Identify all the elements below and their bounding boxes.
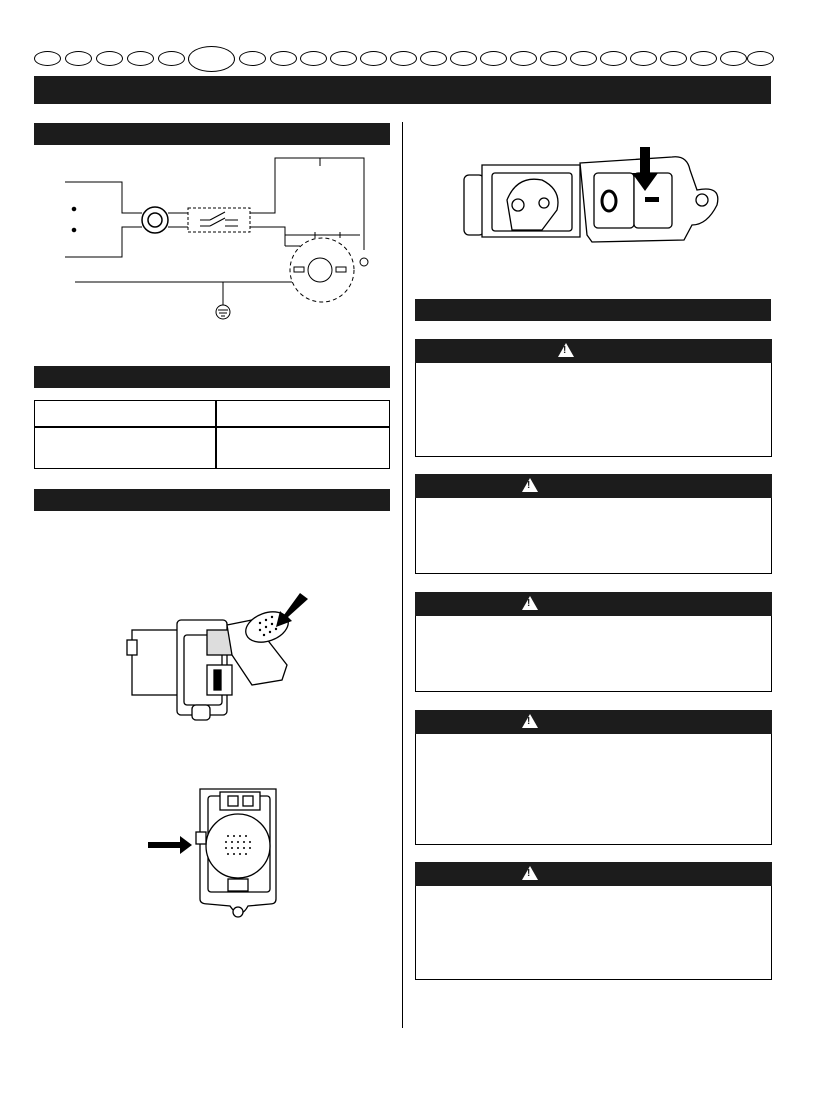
switch-cover-open-illustration: [122, 585, 312, 725]
section-header-operation: [34, 489, 390, 511]
language-tab[interactable]: [630, 51, 657, 66]
warning-header: [415, 592, 772, 616]
warning-box: [415, 862, 772, 980]
language-tabs: [34, 46, 774, 76]
specifications-table: [34, 400, 390, 469]
section-header-wiring: [34, 123, 390, 145]
language-tab[interactable]: [570, 51, 597, 66]
warning-triangle-icon: [522, 714, 538, 728]
switch-on-illustration: [462, 145, 727, 250]
wiring-diagram: [60, 150, 380, 330]
table-row-divider: [35, 426, 389, 428]
warning-triangle-icon: [522, 596, 538, 610]
language-tab[interactable]: [65, 51, 92, 66]
language-tab[interactable]: [660, 51, 687, 66]
language-tab[interactable]: [540, 51, 567, 66]
warning-triangle-icon: [522, 478, 538, 492]
arrow-icon: [276, 593, 308, 627]
warning-box: [415, 592, 772, 692]
language-tab[interactable]: [510, 51, 537, 66]
language-tab[interactable]: [330, 51, 357, 66]
language-tab[interactable]: [450, 51, 477, 66]
warning-header: [415, 710, 772, 734]
warning-header: [415, 339, 772, 363]
language-tab[interactable]: [480, 51, 507, 66]
page-title-bar: [34, 76, 771, 104]
arrow-icon: [148, 836, 192, 854]
table-column-divider: [215, 401, 217, 468]
language-tab[interactable]: [239, 51, 266, 66]
section-header-specifications: [34, 366, 390, 388]
language-tab[interactable]: [300, 51, 327, 66]
section-header-safety: [415, 299, 771, 321]
warning-box: [415, 339, 772, 457]
switch-cover-closed-illustration: [148, 784, 288, 924]
warning-triangle-icon: [558, 343, 574, 357]
language-tab[interactable]: [420, 51, 447, 66]
language-tab[interactable]: [390, 51, 417, 66]
language-tab[interactable]: [360, 51, 387, 66]
warning-header: [415, 474, 772, 498]
warning-box: [415, 474, 772, 574]
warning-box: [415, 710, 772, 845]
language-tab[interactable]: [690, 51, 717, 66]
language-tab-active[interactable]: [188, 46, 235, 72]
warning-triangle-icon: [522, 866, 538, 880]
language-tab[interactable]: [96, 51, 123, 66]
language-tab[interactable]: [720, 51, 747, 66]
language-tab[interactable]: [270, 51, 297, 66]
language-tab[interactable]: [747, 51, 774, 66]
language-tab[interactable]: [34, 51, 61, 66]
language-tab[interactable]: [158, 51, 185, 66]
warning-header: [415, 862, 772, 886]
language-tab[interactable]: [127, 51, 154, 66]
column-divider: [402, 122, 403, 1028]
language-tab[interactable]: [600, 51, 627, 66]
